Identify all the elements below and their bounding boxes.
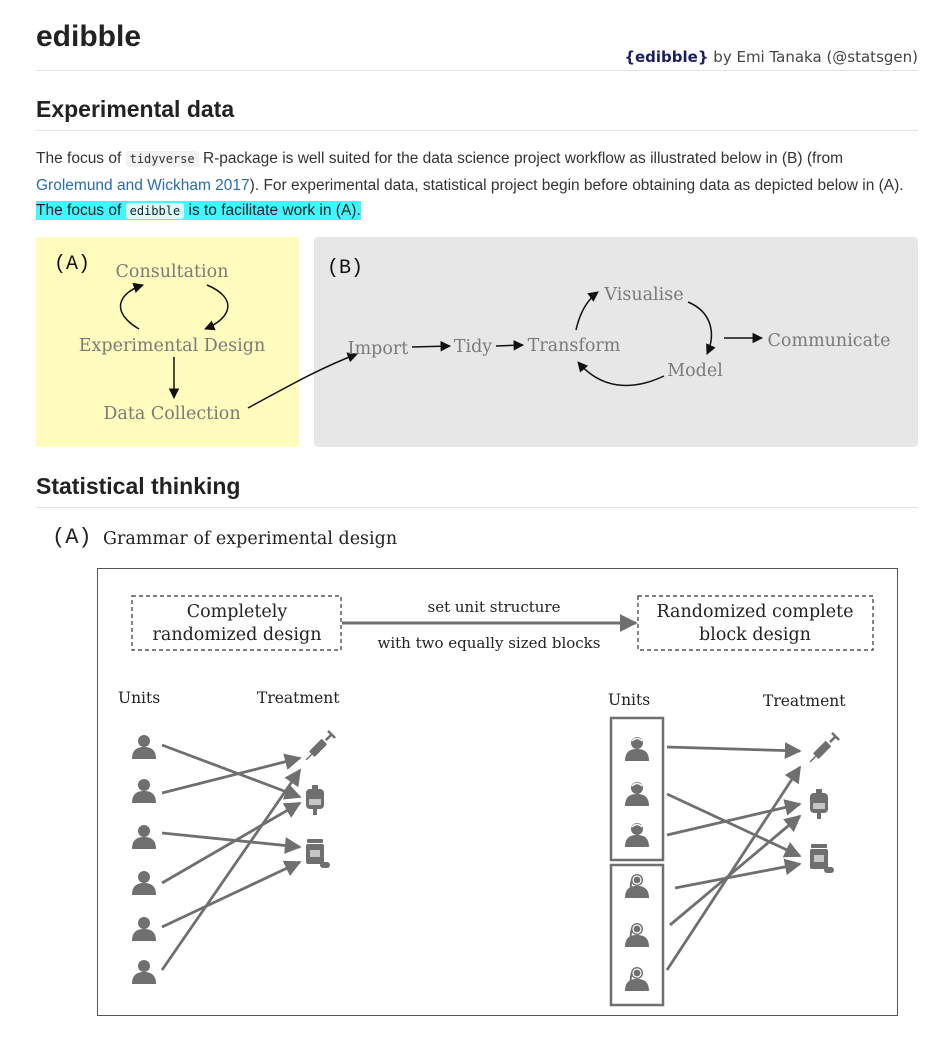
pill-bottle-icon <box>810 844 834 873</box>
units-label-left: Units <box>118 689 161 707</box>
reference-link[interactable]: Grolemund and Wickham 2017 <box>36 176 250 194</box>
unit-person-icon <box>625 737 649 761</box>
node-import: Import <box>347 339 409 359</box>
unit-person-icon <box>625 967 649 991</box>
node-tidy: Tidy <box>453 337 493 357</box>
node-consultation: Consultation <box>115 262 229 282</box>
section-heading-statistical-thinking: Statistical thinking <box>36 473 241 499</box>
section-heading-experimental-data: Experimental data <box>36 96 235 122</box>
pill-bottle-icon <box>306 839 330 868</box>
assignment-line <box>667 794 800 856</box>
unit-person-icon <box>625 782 649 806</box>
unit-person-icon <box>132 960 156 984</box>
unit-person-icon <box>132 825 156 849</box>
units-label-right: Units <box>608 691 651 709</box>
rcbd-line-1: Randomized complete <box>656 602 854 622</box>
treatment-label-left: Treatment <box>257 689 340 707</box>
para-text: ). For experimental data, statistical project begin before obtaining data as depicted below in (A). <box>249 176 904 194</box>
node-experimental-design: Experimental Design <box>78 336 266 356</box>
rcbd-line-2: block design <box>699 625 811 645</box>
arrow-transform-to-visualise <box>576 292 598 330</box>
figure-label: (A) <box>52 525 92 550</box>
node-model: Model <box>667 361 723 381</box>
figure-title: Grammar of experimental design <box>103 529 398 549</box>
iv-bag-icon <box>810 789 828 819</box>
arrow-label-bottom: with two equally sized blocks <box>377 634 601 652</box>
author-text: by Emi Tanaka (@statsgen) <box>713 48 918 66</box>
treatment-label-right: Treatment <box>763 692 846 710</box>
node-visualise: Visualise <box>604 285 684 305</box>
highlight-text: The focus of <box>36 202 126 219</box>
crd-line-2: randomized design <box>152 625 322 645</box>
assignment-line <box>667 804 800 835</box>
arrow-design-to-consultation <box>121 285 143 329</box>
node-communicate: Communicate <box>767 331 891 351</box>
arrow-model-to-transform <box>578 362 664 385</box>
arrow-consultation-to-design <box>205 285 228 329</box>
para-text: R-package is well suited for the data science project workflow as illustrated below in (B) (from <box>198 150 844 167</box>
unit-person-icon <box>132 871 156 895</box>
unit-person-icon <box>132 779 156 803</box>
unit-person-icon <box>132 735 156 759</box>
arrow-tidy-to-transform <box>496 345 523 346</box>
assignment-line <box>162 745 300 797</box>
crd-line-1: Completely <box>186 602 288 622</box>
arrow-label-top: set unit structure <box>427 598 561 616</box>
assignment-line <box>162 833 300 847</box>
para-text: The focus of <box>36 150 126 167</box>
iv-bag-icon <box>306 785 324 815</box>
node-data-collection: Data Collection <box>103 404 241 424</box>
arrow-collection-to-import <box>248 354 357 408</box>
unit-person-icon <box>132 917 156 941</box>
arrow-visualise-to-model <box>688 302 711 354</box>
highlight-text: is to facilitate work in (A). <box>184 202 361 219</box>
unit-person-icon <box>625 874 649 898</box>
assignment-line <box>670 816 800 925</box>
assignment-line <box>667 747 800 751</box>
unit-person-icon <box>625 923 649 947</box>
package-name: {edibble} <box>624 48 709 66</box>
node-transform: Transform <box>527 336 621 356</box>
inline-code-edibble: edibble <box>126 203 185 219</box>
unit-person-icon <box>625 823 649 847</box>
syringe-icon <box>810 733 839 762</box>
panel-a-label: (A) <box>54 253 91 276</box>
panel-b-label: (B) <box>327 257 364 280</box>
syringe-icon <box>306 731 335 760</box>
page-title: edibble <box>36 20 142 53</box>
inline-code-tidyverse: tidyverse <box>126 151 199 167</box>
arrow-import-to-tidy <box>412 346 450 347</box>
